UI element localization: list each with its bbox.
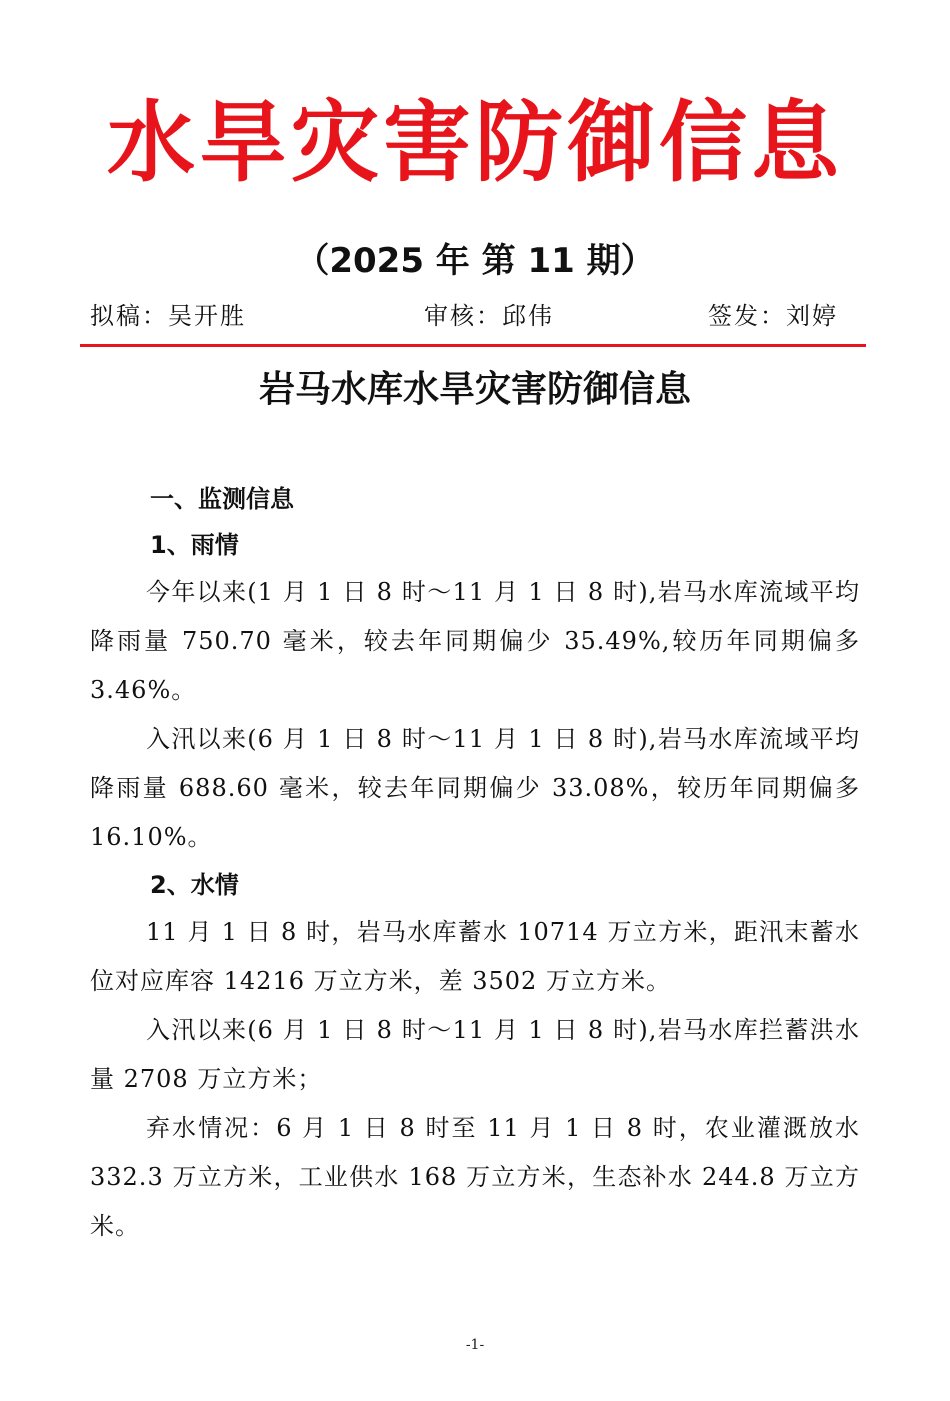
page-number: -1- (465, 1337, 485, 1353)
reviewer-label: 审核：邱伟 (424, 302, 554, 330)
rain-paragraph-flood-season: 入汛以来(6 月 1 日 8 时～11 月 1 日 8 时),岩马水库流域平均降雨量 688.60 毫米，较去年同期偏少 33.08%，较历年同期偏多 16.10%。 (90, 725, 860, 851)
rain-paragraph-year: 今年以来(1 月 1 日 8 时～11 月 1 日 8 时),岩马水库流域平均降雨量 750.70 毫米，较去年同期偏少 35.49%,较历年同期偏多 3.46%。 (90, 578, 860, 704)
red-divider (80, 344, 866, 347)
document-body (90, 476, 860, 1251)
masthead-title: 水旱灾害防御信息 (106, 91, 843, 194)
water-paragraph-release: 弃水情况：6 月 1 日 8 时至 11 月 1 日 8 时，农业灌溉放水 332.3 万立方米，工业供水 168 万立方米，生态补水 244.8 万立方米。 (90, 1114, 860, 1240)
drafter-label: 拟稿：吴开胜 (90, 302, 246, 330)
water-paragraph-storage: 11 月 1 日 8 时，岩马水库蓄水 10714 万立方米，距汛末蓄水位对应库容 14216 万立方米，差 3502 万立方米。 (90, 918, 860, 995)
subheading-rain: 1、雨情 (150, 531, 239, 559)
section-heading-monitoring: 一、监测信息 (150, 485, 294, 513)
issue-number: （2025 年 第 11 期） (295, 241, 655, 281)
subheading-water: 2、水情 (150, 871, 239, 899)
issuer-label: 签发：刘婷 (708, 302, 838, 330)
document-title: 岩马水库水旱灾害防御信息 (258, 369, 691, 410)
water-paragraph-interception: 入汛以来(6 月 1 日 8 时～11 月 1 日 8 时),岩马水库拦蓄洪水量 2708 万立方米； (90, 1016, 860, 1093)
